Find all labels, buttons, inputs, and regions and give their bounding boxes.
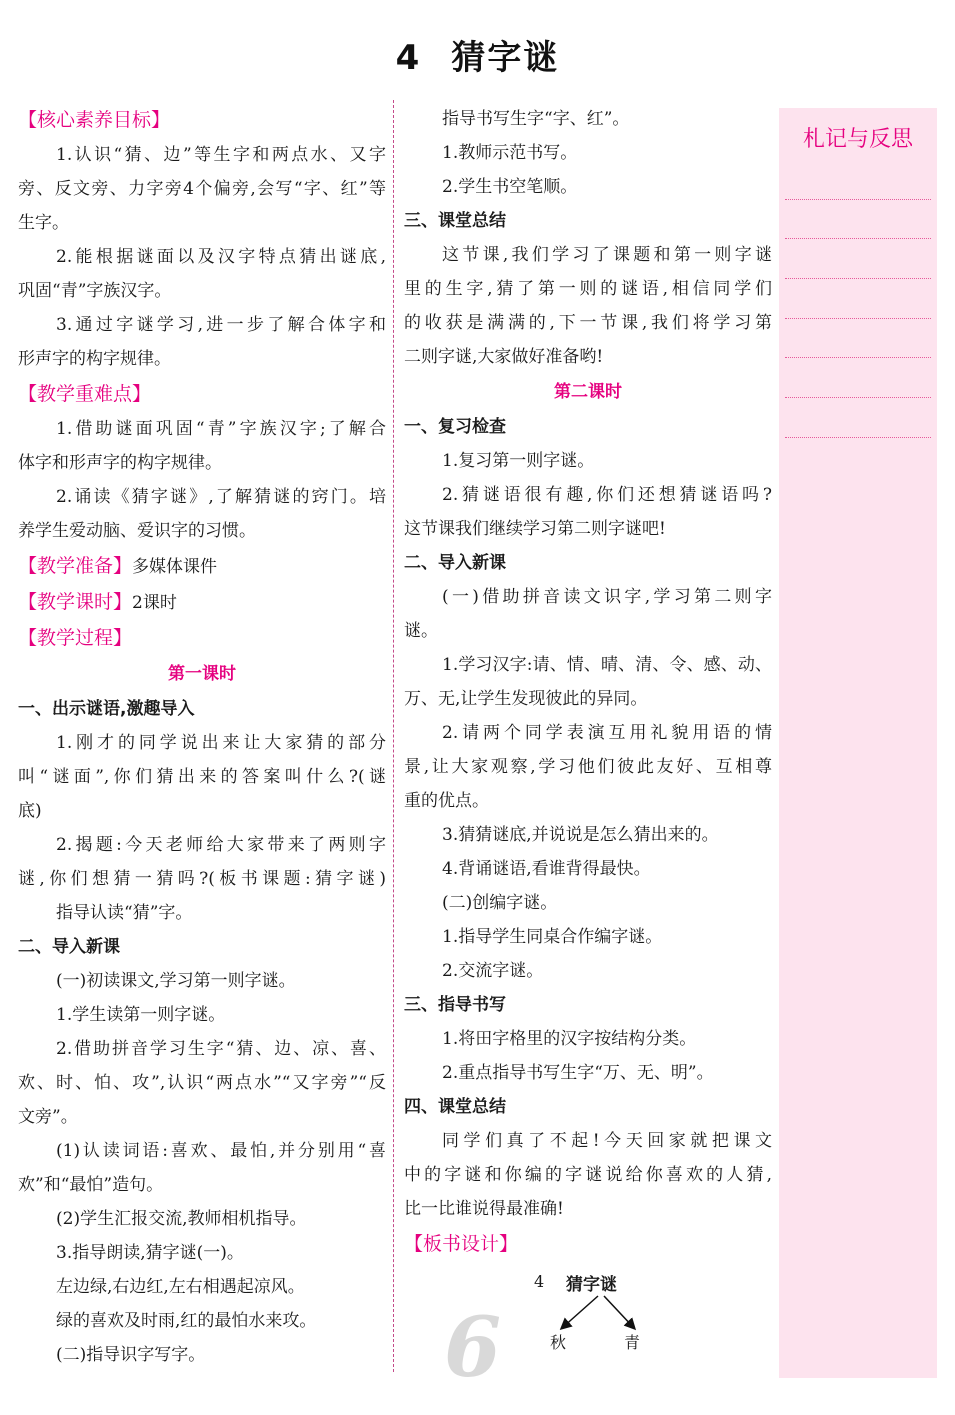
text-line: 中的字谜和你编的字谜说给你喜欢的人猜,: [404, 1165, 772, 1185]
column-divider: [393, 100, 394, 1372]
board-arrows-icon: [554, 1294, 644, 1334]
text-line: 2.揭题:今天老师给大家带来了两则字: [56, 835, 386, 855]
text-line: 生字。: [18, 213, 69, 233]
text-line: 欢、时、怕、攻”,认识“两点水”“又字旁”“反: [18, 1073, 386, 1093]
text-line: 比一比谁说得最准确!: [404, 1199, 564, 1219]
hours-value: 2课时: [132, 593, 177, 613]
riddle-line: 左边绿,右边红,左右相遇起凉风。: [56, 1277, 305, 1297]
board-number: 4: [534, 1272, 545, 1291]
text-line: 2.能根据谜面以及汉字特点猜出谜底,: [56, 247, 386, 267]
text-line: 1.学习汉字:请、情、晴、清、令、感、动、: [442, 655, 772, 675]
text-line: 万、无,让学生发现彼此的异同。: [404, 689, 648, 709]
note-line[interactable]: [785, 358, 931, 398]
note-line[interactable]: [785, 239, 931, 279]
text-line: 2.交流字谜。: [442, 961, 544, 981]
section-heading-preparation: [18, 548, 386, 584]
section-heading-key-points: 【教学重难点】: [18, 383, 152, 405]
text-line: 3.通过字谜学习,进一步了解合体字和: [56, 315, 386, 335]
text-line: (二)指导识字写字。: [56, 1345, 206, 1365]
notes-title: 札记与反思: [802, 127, 913, 152]
text-line: 谜。: [404, 621, 438, 641]
text-line: (一)初读课文,学习第一则字谜。: [56, 971, 296, 991]
hours-label: 【教学课时】: [18, 591, 133, 613]
note-line[interactable]: [785, 319, 931, 359]
note-line[interactable]: [785, 200, 931, 240]
text-line: (2)学生汇报交流,教师相机指导。: [56, 1209, 307, 1229]
text-line: 2.借助拼音学习生字“猜、边、凉、喜、: [56, 1039, 386, 1059]
text-line: 2.请两个同学表演互用礼貌用语的情: [442, 723, 772, 743]
text-line: 欢”和“最怕”造句。: [18, 1175, 164, 1195]
text-line: 景,让大家观察,学习他们彼此友好、互相尊: [404, 757, 772, 777]
text-line: 旁、反文旁、力字旁4个偏旁,会写“字、红”等: [18, 179, 386, 199]
text-line: 1.借助谜面巩固“青”字族汉字;了解合: [56, 419, 386, 439]
board-title: 猜字谜: [566, 1275, 617, 1295]
left-column: [18, 102, 386, 1372]
riddle-line: 绿的喜欢及时雨,红的最怕水来攻。: [56, 1311, 317, 1331]
step-heading: 四、课堂总结: [404, 1097, 506, 1117]
note-line[interactable]: [785, 279, 931, 319]
text-line: 2.诵读《猜字谜》,了解猜谜的窍门。培: [56, 487, 386, 507]
text-line: 这节课,我们学习了课题和第一则字谜: [442, 245, 772, 265]
text-line: 1.将田字格里的汉字按结构分类。: [442, 1029, 697, 1049]
section-heading-process: 【教学过程】: [18, 627, 133, 649]
lesson-two-heading: 第二课时: [554, 382, 622, 402]
text-line: 指导书写生字“字、红”。: [442, 109, 630, 129]
section-heading-board: 【板书设计】: [404, 1233, 519, 1255]
text-line: 这节课我们继续学习第二则字谜吧!: [404, 519, 666, 539]
lesson-title: 猜字谜: [451, 38, 560, 78]
text-line: 体字和形声字的构字规律。: [18, 453, 222, 473]
text-line: 4.背诵谜语,看谁背得最快。: [442, 859, 651, 879]
text-line: 的收获是满满的,下一节课,我们将学习第: [404, 313, 772, 333]
text-line: 巩固“青”字族汉字。: [18, 281, 172, 301]
text-line: 同学们真了不起!今天回家就把课文: [442, 1131, 772, 1151]
text-line: 2.学生书空笔顺。: [442, 177, 578, 197]
text-line: 二则字谜,大家做好准备哟!: [404, 347, 604, 367]
text-line: 文旁”。: [18, 1107, 78, 1127]
step-heading: 三、指导书写: [404, 995, 506, 1015]
text-line: (一)借助拼音读文识字,学习第二则字: [442, 587, 772, 607]
step-heading: 一、出示谜语,激趣导入: [18, 699, 195, 719]
text-line: 底): [18, 801, 42, 821]
text-line: (1)认读词语:喜欢、最怕,并分别用“喜: [56, 1141, 386, 1161]
lesson-number: 4: [395, 38, 422, 78]
middle-column: [404, 102, 772, 1376]
text-line: 养学生爱动脑、爱识字的习惯。: [18, 521, 256, 541]
text-line: 3.指导朗读,猜字谜(一)。: [56, 1243, 244, 1263]
text-line: 3.猜猜谜底,并说说是怎么猜出来的。: [442, 825, 719, 845]
section-heading-hours: [18, 584, 386, 620]
notes-panel: [779, 108, 937, 1378]
text-line: 形声字的构字规律。: [18, 349, 171, 369]
text-line: 1.复习第一则字谜。: [442, 451, 595, 471]
step-heading: 二、导入新课: [404, 553, 506, 573]
text-line: 指导认读“猜”字。: [56, 903, 193, 923]
text-line: 2.猜谜语很有趣,你们还想猜谜语吗?: [442, 485, 772, 505]
text-line: 里的生字,猜了第一则的谜语,相信同学们: [404, 279, 772, 299]
text-line: 1.刚才的同学说出来让大家猜的部分: [56, 733, 386, 753]
step-heading: 二、导入新课: [18, 937, 120, 957]
page-number: 6: [444, 1300, 502, 1396]
prep-label: 【教学准备】: [18, 555, 133, 577]
text-line: 1.指导学生同桌合作编字谜。: [442, 927, 663, 947]
board-right-char: 青: [624, 1333, 641, 1352]
lesson-one-heading: 第一课时: [168, 664, 236, 684]
step-heading: 一、复习检查: [404, 417, 506, 437]
page-title: [0, 30, 955, 79]
text-line: 重的优点。: [404, 791, 489, 811]
step-heading: 三、课堂总结: [404, 211, 506, 231]
text-line: 谜,你们想猜一猜吗?(板书课题:猜字谜): [18, 869, 386, 889]
text-line: 1.教师示范书写。: [442, 143, 578, 163]
board-left-char: 秋: [550, 1333, 567, 1352]
text-line: 叫“谜面”,你们猜出来的答案叫什么?(谜: [18, 767, 386, 787]
text-line: 1.认识“猜、边”等生字和两点水、又字: [56, 145, 386, 165]
text-line: 1.学生读第一则字谜。: [56, 1005, 226, 1025]
section-heading-goals: 【核心素养目标】: [18, 109, 171, 131]
note-line[interactable]: [785, 398, 931, 438]
note-line[interactable]: [785, 160, 931, 200]
prep-value: 多媒体课件: [132, 557, 218, 577]
text-line: (二)创编字谜。: [442, 893, 558, 913]
text-line: 2.重点指导书写生字“万、无、明”。: [442, 1063, 714, 1083]
